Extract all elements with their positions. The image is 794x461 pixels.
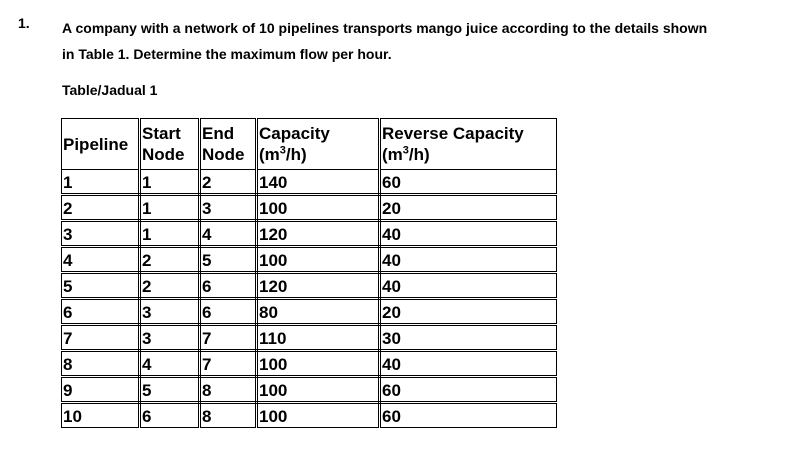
table-header-row	[62, 119, 557, 170]
table-row	[62, 377, 557, 403]
cell-end-node: 7	[200, 325, 257, 351]
cell-reverse-capacity: 40	[380, 247, 557, 273]
cell-capacity: 100	[257, 403, 380, 428]
cell-pipeline: 8	[62, 351, 140, 377]
cell-pipeline: 9	[62, 377, 140, 403]
cell-reverse-capacity: 40	[380, 351, 557, 377]
cell-reverse-capacity: 30	[380, 325, 557, 351]
cell-end-node: 2	[200, 170, 257, 195]
cell-reverse-capacity: 20	[380, 195, 557, 221]
cell-end-node: 7	[200, 351, 257, 377]
cell-pipeline: 3	[62, 221, 140, 247]
cell-pipeline: 5	[62, 273, 140, 299]
header-capacity: Capacity $(m^3/h)$	[257, 119, 380, 170]
cell-pipeline: 4	[62, 247, 140, 273]
cell-pipeline: 10	[62, 403, 140, 428]
cell-reverse-capacity: 60	[380, 403, 557, 428]
cell-reverse-capacity: 40	[380, 221, 557, 247]
cell-capacity: 120	[257, 273, 380, 299]
cell-pipeline: 7	[62, 325, 140, 351]
header-start-node: Start Node	[140, 119, 200, 170]
cell-start-node: 2	[140, 273, 200, 299]
header-end-node: End Node	[200, 119, 257, 170]
cell-end-node: 4	[200, 221, 257, 247]
cell-reverse-capacity: 60	[380, 170, 557, 195]
cell-start-node: 6	[140, 403, 200, 428]
question-text	[62, 15, 782, 67]
table-row	[62, 247, 557, 273]
cell-capacity: 100	[257, 195, 380, 221]
table-row	[62, 325, 557, 351]
cell-reverse-capacity: 60	[380, 377, 557, 403]
table-row	[62, 273, 557, 299]
cell-capacity: 110	[257, 325, 380, 351]
table-row	[62, 170, 557, 195]
cell-pipeline: 6	[62, 299, 140, 325]
cell-end-node: 6	[200, 273, 257, 299]
cell-start-node: 3	[140, 299, 200, 325]
cell-end-node: 5	[200, 247, 257, 273]
table-caption: Table/Jadual 1	[62, 82, 158, 98]
header-pipeline: Pipeline	[62, 119, 140, 170]
table-row	[62, 403, 557, 428]
cell-start-node: 1	[140, 195, 200, 221]
question-text-line1: A company with a network of 10 pipelines transports mango juice according to the details shown	[62, 20, 708, 36]
cell-capacity: 100	[257, 247, 380, 273]
table-row	[62, 195, 557, 221]
cell-capacity: 80	[257, 299, 380, 325]
table-body	[62, 170, 557, 428]
pipeline-table	[61, 118, 557, 428]
cell-start-node: 4	[140, 351, 200, 377]
cell-reverse-capacity: 20	[380, 299, 557, 325]
cell-start-node: 2	[140, 247, 200, 273]
table-row	[62, 351, 557, 377]
cell-start-node: 3	[140, 325, 200, 351]
cell-start-node: 1	[140, 221, 200, 247]
cell-capacity: 140	[257, 170, 380, 195]
cell-pipeline: 1	[62, 170, 140, 195]
cell-capacity: 100	[257, 351, 380, 377]
cell-end-node: 8	[200, 377, 257, 403]
table-row	[62, 221, 557, 247]
cell-capacity: 120	[257, 221, 380, 247]
cell-end-node: 3	[200, 195, 257, 221]
cell-start-node: 5	[140, 377, 200, 403]
cell-reverse-capacity: 40	[380, 273, 557, 299]
cell-end-node: 6	[200, 299, 257, 325]
question-number: 1.	[18, 15, 30, 31]
cell-pipeline: 2	[62, 195, 140, 221]
cell-start-node: 1	[140, 170, 200, 195]
question-text-line2: in Table 1. Determine the maximum flow per hour.	[62, 46, 392, 62]
cell-end-node: 8	[200, 403, 257, 428]
cell-capacity: 100	[257, 377, 380, 403]
table-row	[62, 299, 557, 325]
header-reverse-capacity: Reverse Capacity $(m^3/h)$	[380, 119, 557, 170]
